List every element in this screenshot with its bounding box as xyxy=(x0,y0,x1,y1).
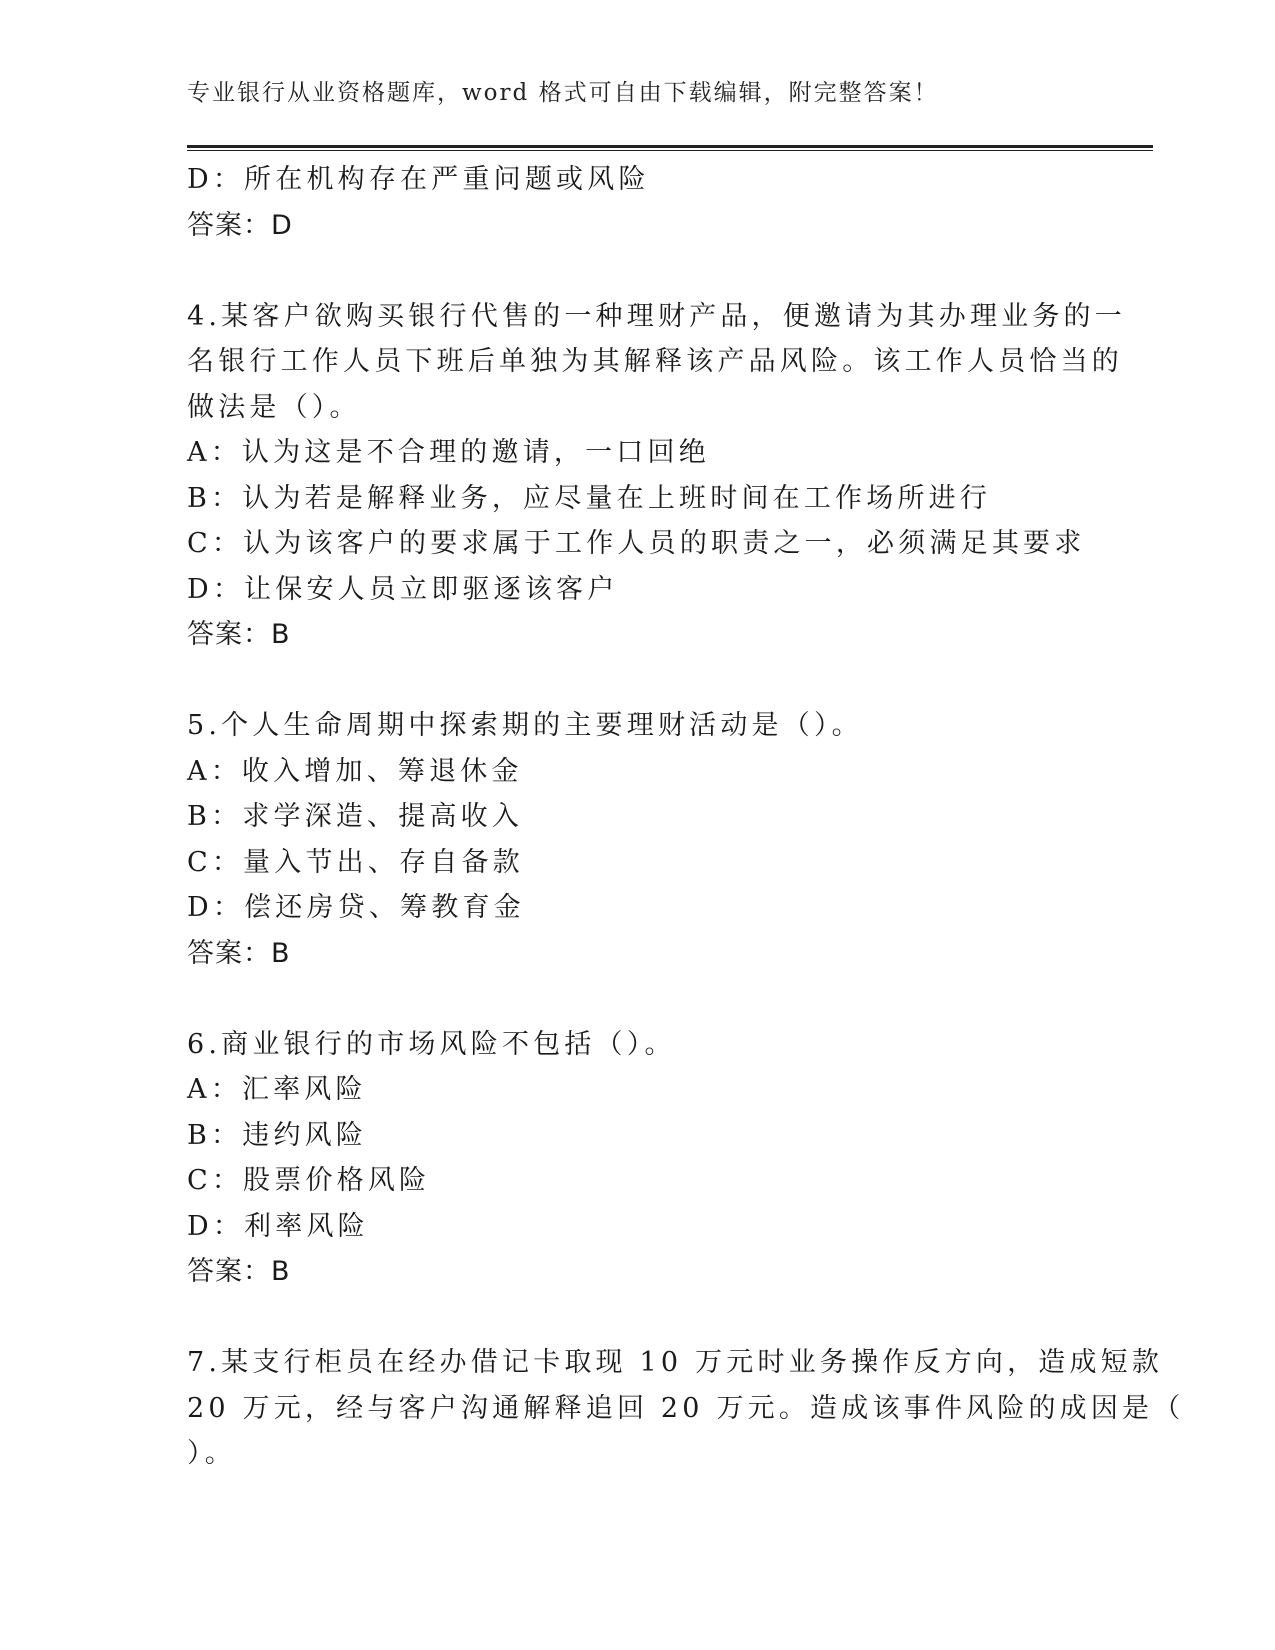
answer: 答案：B xyxy=(187,937,291,969)
answer: 答案：D xyxy=(187,209,293,241)
question-stem-line: 名银行工作人员下班后单独为其解释该产品风险。该工作人员恰当的 xyxy=(187,346,1123,377)
option-a: A：收入增加、筹退休金 xyxy=(187,755,523,787)
option-a: A：认为这是不合理的邀请，一口回绝 xyxy=(187,437,710,468)
question-4 xyxy=(187,294,1126,658)
document-body xyxy=(187,157,1185,1477)
question-6 xyxy=(187,1022,1087,1295)
option-d: D：利率风险 xyxy=(187,1210,369,1242)
answer: 答案：B xyxy=(187,1256,291,1287)
answer: 答案：B xyxy=(187,619,291,650)
question-stem-line: 6.商业银行的市场风险不包括（）。 xyxy=(187,1028,676,1060)
question-stem-line: ）。 xyxy=(187,1438,236,1469)
spacer xyxy=(187,976,1087,1022)
option-c: C：股票价格风险 xyxy=(187,1165,431,1196)
question-5 xyxy=(187,703,1087,976)
option-d: D：偿还房贷、筹教育金 xyxy=(187,892,525,923)
question-stem-line: 4.某客户欲购买银行代售的一种理财产品，便邀请为其办理业务的一 xyxy=(187,300,1126,332)
question-stem-line: 7.某支行柜员在经办借记卡取现 10 万元时业务操作反方向，造成短款 xyxy=(187,1347,1164,1378)
option-b: B：认为若是解释业务，应尽量在上班时间在工作场所进行 xyxy=(187,482,992,514)
question-stem-line: 做法是（）。 xyxy=(187,391,361,423)
spacer xyxy=(187,248,1087,294)
spacer xyxy=(187,658,1087,704)
page-header: 专业银行从业资格题库，word 格式可自由下载编辑，附完整答案！ xyxy=(187,80,939,106)
question-stem-line: 20 万元，经与客户沟通解释追回 20 万元。造成该事件风险的成因是（ xyxy=(187,1392,1185,1424)
option-b: B：违约风险 xyxy=(187,1119,368,1151)
option-d: D：所在机构存在严重问题或风险 xyxy=(187,164,650,195)
option-d: D：让保安人员立即驱逐该客户 xyxy=(187,573,619,605)
option-c: C：量入节出、存自备款 xyxy=(187,846,524,878)
option-a: A：汇率风险 xyxy=(187,1074,367,1105)
header-rule-thin xyxy=(187,150,1153,151)
header-rule-thick xyxy=(187,145,1153,148)
option-c: C：认为该客户的要求属于工作人员的职责之一，必须满足其要求 xyxy=(187,528,1086,559)
option-b: B：求学深造、提高收入 xyxy=(187,801,524,832)
question-7 xyxy=(187,1340,1185,1477)
spacer xyxy=(187,1295,1087,1341)
question-stem-line: 5.个人生命周期中探索期的主要理财活动是（）。 xyxy=(187,710,863,741)
